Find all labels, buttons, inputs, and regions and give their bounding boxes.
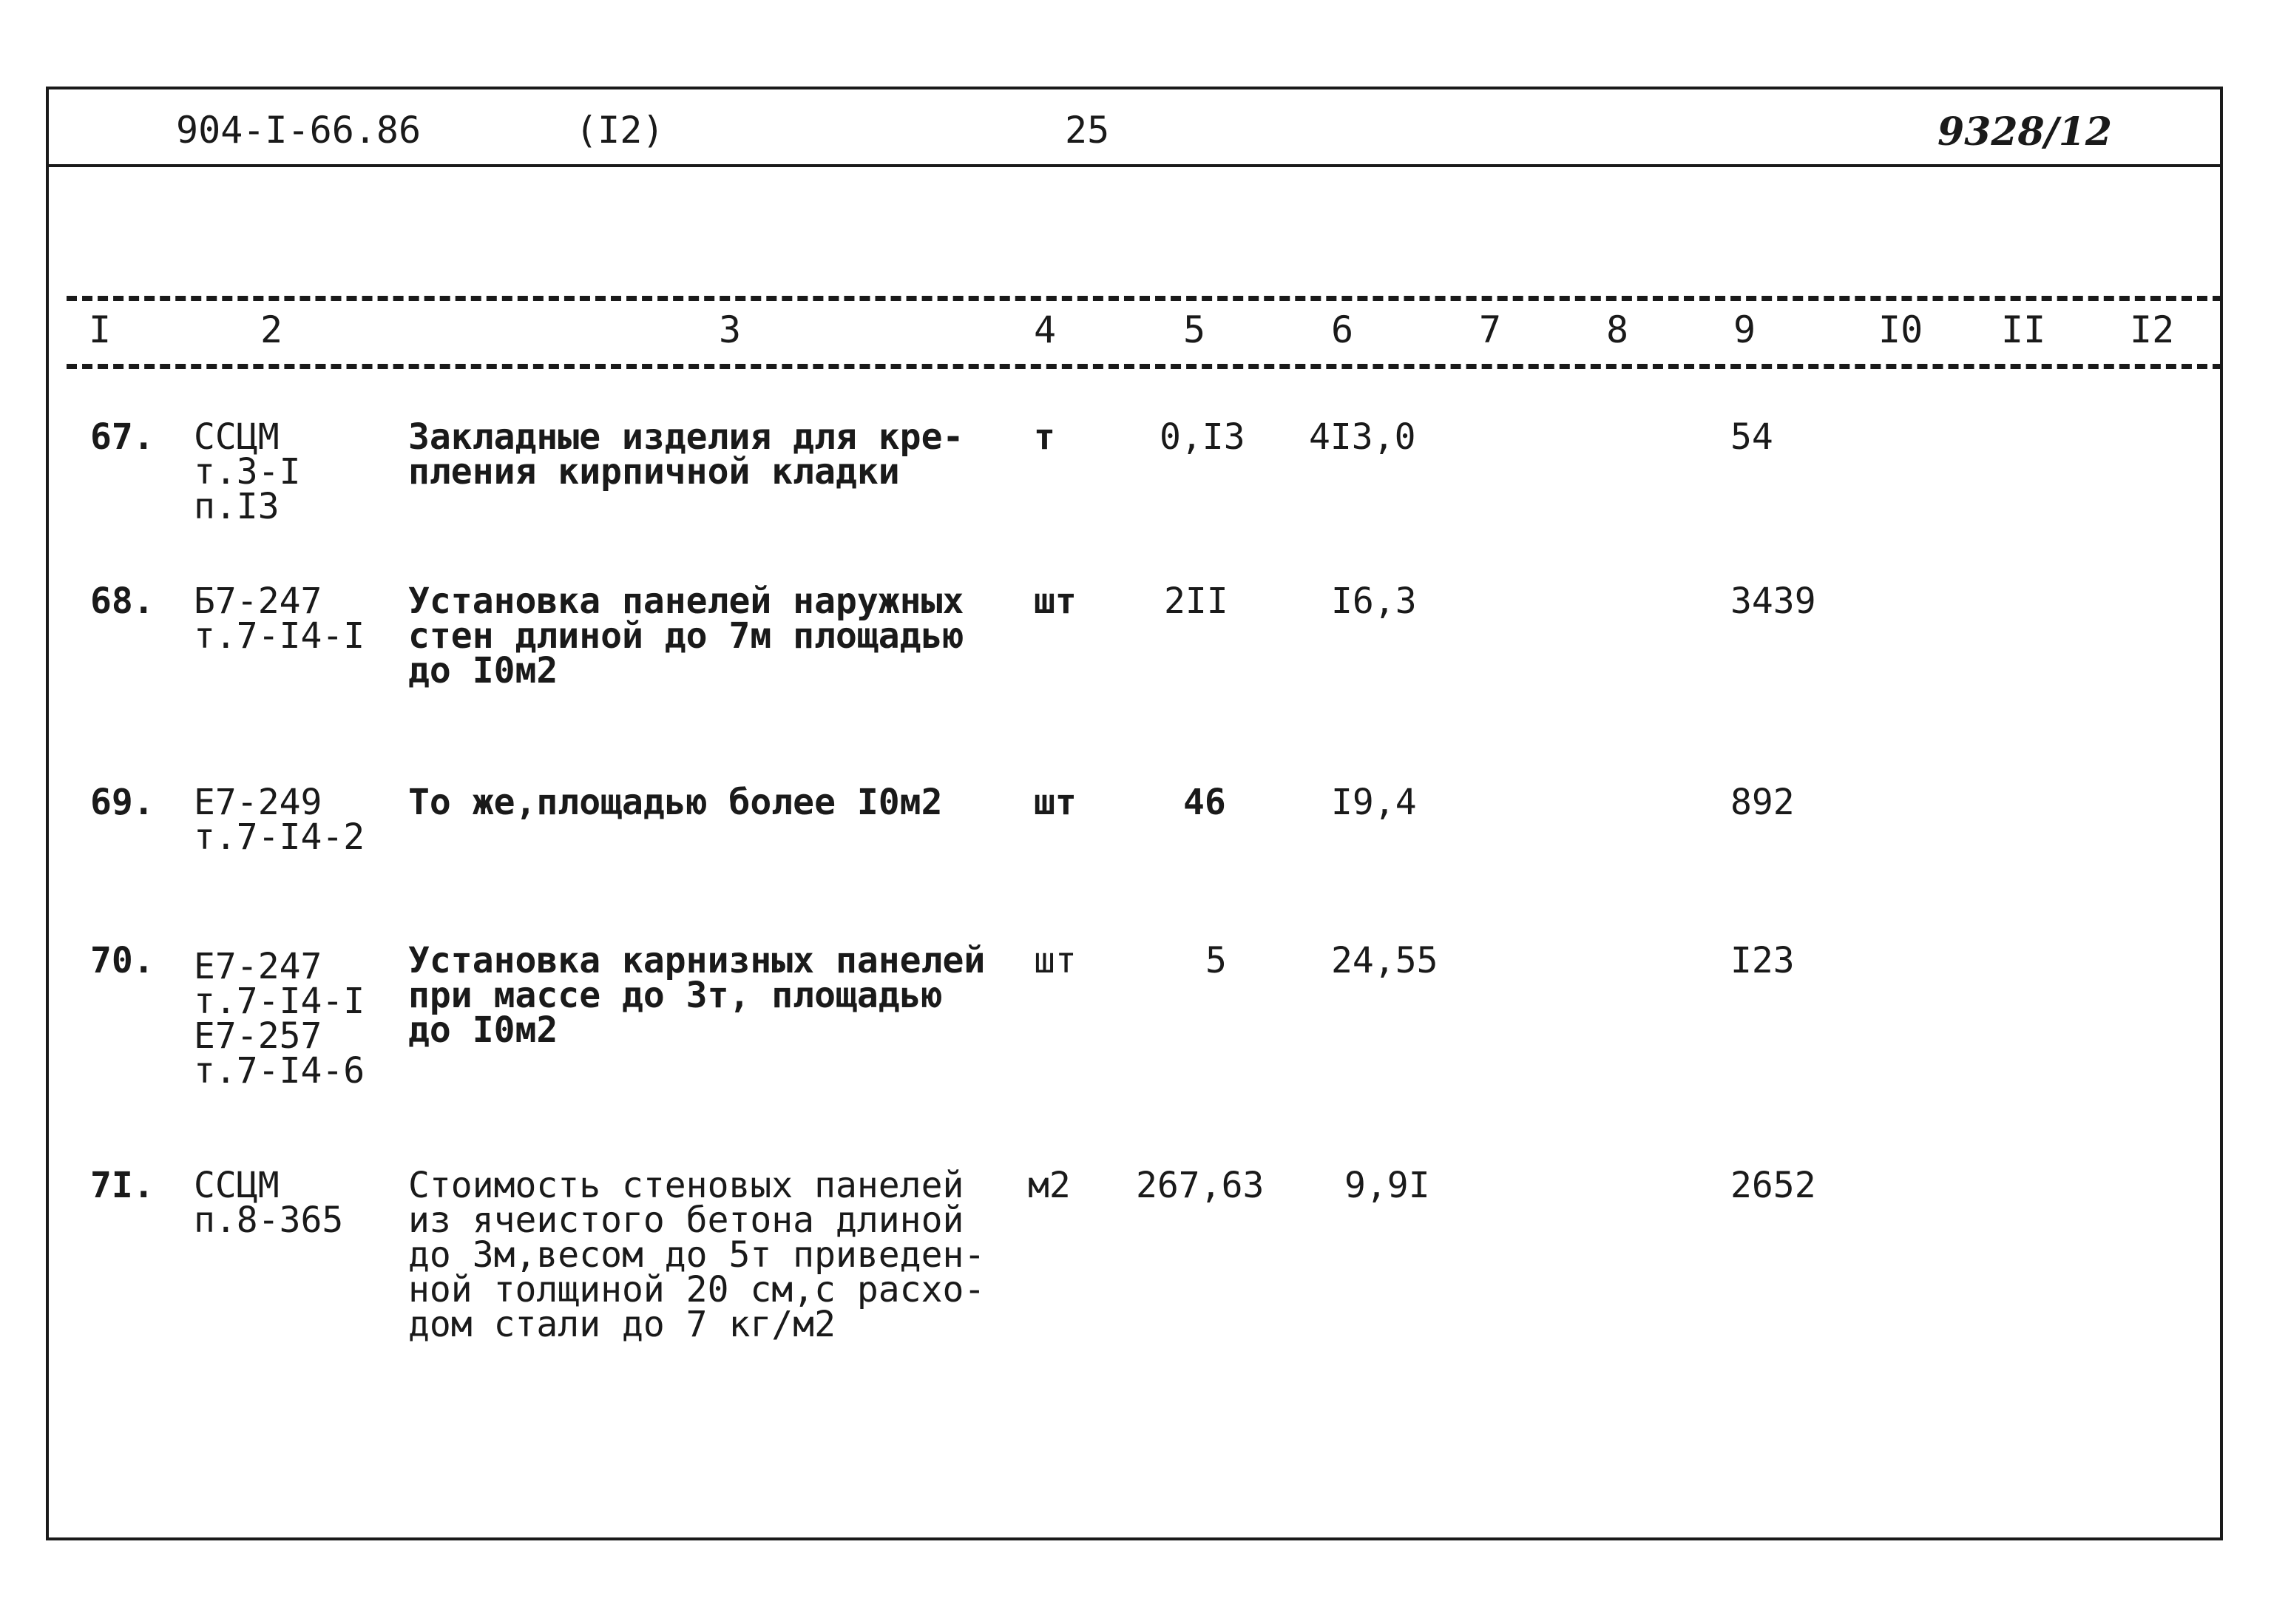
column-number: 5 xyxy=(1183,308,1206,351)
column-number: 6 xyxy=(1331,308,1354,351)
row-number: 70. xyxy=(90,940,155,981)
column-number: 9 xyxy=(1733,308,1756,351)
row-number: 7I. xyxy=(90,1165,155,1206)
row-unit-price: 9,9I xyxy=(1344,1165,1430,1206)
description-line: пления кирпичной кладки xyxy=(408,451,900,493)
description-line: стен длиной до 7м площадью xyxy=(408,615,964,657)
header-divider xyxy=(46,164,2223,167)
row-quantity: 0,I3 xyxy=(1160,416,1245,458)
row-unit: шт xyxy=(1034,782,1077,823)
column-number: 8 xyxy=(1606,308,1629,351)
row-quantity: 5 xyxy=(1205,940,1227,981)
column-number: I0 xyxy=(1878,308,1923,351)
row-quantity: 2II xyxy=(1164,581,1228,622)
row-unit-price: 24,55 xyxy=(1331,940,1438,981)
description-line: Стоимость стеновых панелей xyxy=(408,1165,964,1206)
row-unit: шт xyxy=(1034,940,1077,981)
code-line: ССЦМ xyxy=(194,416,280,458)
row-unit-price: I6,3 xyxy=(1331,581,1417,622)
row-unit-price: 4I3,0 xyxy=(1309,416,1416,458)
row-total: 3439 xyxy=(1730,581,1816,622)
row-quantity: 267,63 xyxy=(1136,1165,1265,1206)
description-line: ной толщиной 20 см,с расхо- xyxy=(408,1269,986,1310)
description-line: Закладные изделия для кре- xyxy=(408,416,964,458)
code-line: Е7-257 xyxy=(194,1015,322,1057)
column-number: 4 xyxy=(1034,308,1057,351)
doc-part: (I2) xyxy=(575,109,665,152)
row-code xyxy=(194,946,365,1092)
code-line: ССЦМ xyxy=(194,1165,280,1206)
row-description xyxy=(408,581,964,691)
page-frame xyxy=(46,87,2223,1540)
code-line: т.7-I4-6 xyxy=(194,1050,365,1092)
page-number: 25 xyxy=(1065,109,1110,152)
description-line: Установка панелей наружных xyxy=(408,581,964,622)
row-unit: м2 xyxy=(1028,1165,1071,1206)
description-line: при массе до 3т, площадью xyxy=(408,975,943,1016)
code-line: Б7-247 xyxy=(194,581,322,622)
row-code xyxy=(194,581,365,657)
row-number: 67. xyxy=(90,416,155,458)
row-unit: шт xyxy=(1034,581,1077,622)
description-line: до I0м2 xyxy=(408,1009,558,1051)
code-line: т.3-I xyxy=(194,451,301,493)
code-line: Е7-247 xyxy=(194,946,322,987)
inventory-number: 9328/12 xyxy=(1937,109,2113,155)
column-number: 2 xyxy=(260,308,283,351)
row-number: 68. xyxy=(90,581,155,622)
column-number: 3 xyxy=(719,308,742,351)
row-number: 69. xyxy=(90,782,155,823)
description-line: дом стали до 7 кг/м2 xyxy=(408,1304,836,1345)
column-header-bottom-rule xyxy=(67,364,2223,369)
description-line: из ячеистого бетона длиной xyxy=(408,1200,964,1241)
code-line: т.7-I4-I xyxy=(194,615,365,657)
row-description xyxy=(408,782,943,823)
code-line: п.8-365 xyxy=(194,1200,344,1241)
row-unit: т xyxy=(1034,416,1055,458)
column-header-top-rule xyxy=(67,296,2223,301)
description-line: до I0м2 xyxy=(408,650,558,691)
code-line: Е7-249 xyxy=(194,782,322,823)
row-code xyxy=(194,416,301,527)
code-line: т.7-I4-2 xyxy=(194,816,365,858)
code-line: т.7-I4-I xyxy=(194,981,365,1022)
column-number: I2 xyxy=(2130,308,2175,351)
row-description xyxy=(408,416,964,493)
row-total: 2652 xyxy=(1730,1165,1816,1206)
row-total: 892 xyxy=(1730,782,1795,823)
column-number: II xyxy=(2001,308,2046,351)
code-line: п.I3 xyxy=(194,486,280,527)
row-code xyxy=(194,1165,344,1241)
column-number: I xyxy=(89,308,112,351)
column-number: 7 xyxy=(1479,308,1502,351)
doc-code: 904-I-66.86 xyxy=(176,109,422,152)
row-unit-price: I9,4 xyxy=(1331,782,1417,823)
row-quantity: 46 xyxy=(1183,782,1226,823)
description-line: То же,площадью более I0м2 xyxy=(408,782,943,823)
row-total: 54 xyxy=(1730,416,1773,458)
row-total: I23 xyxy=(1730,940,1795,981)
row-description xyxy=(408,940,986,1051)
description-line: до 3м,весом до 5т приведен- xyxy=(408,1234,986,1276)
description-line: Установка карнизных панелей xyxy=(408,940,986,981)
row-description xyxy=(408,1165,986,1345)
row-code xyxy=(194,782,365,858)
